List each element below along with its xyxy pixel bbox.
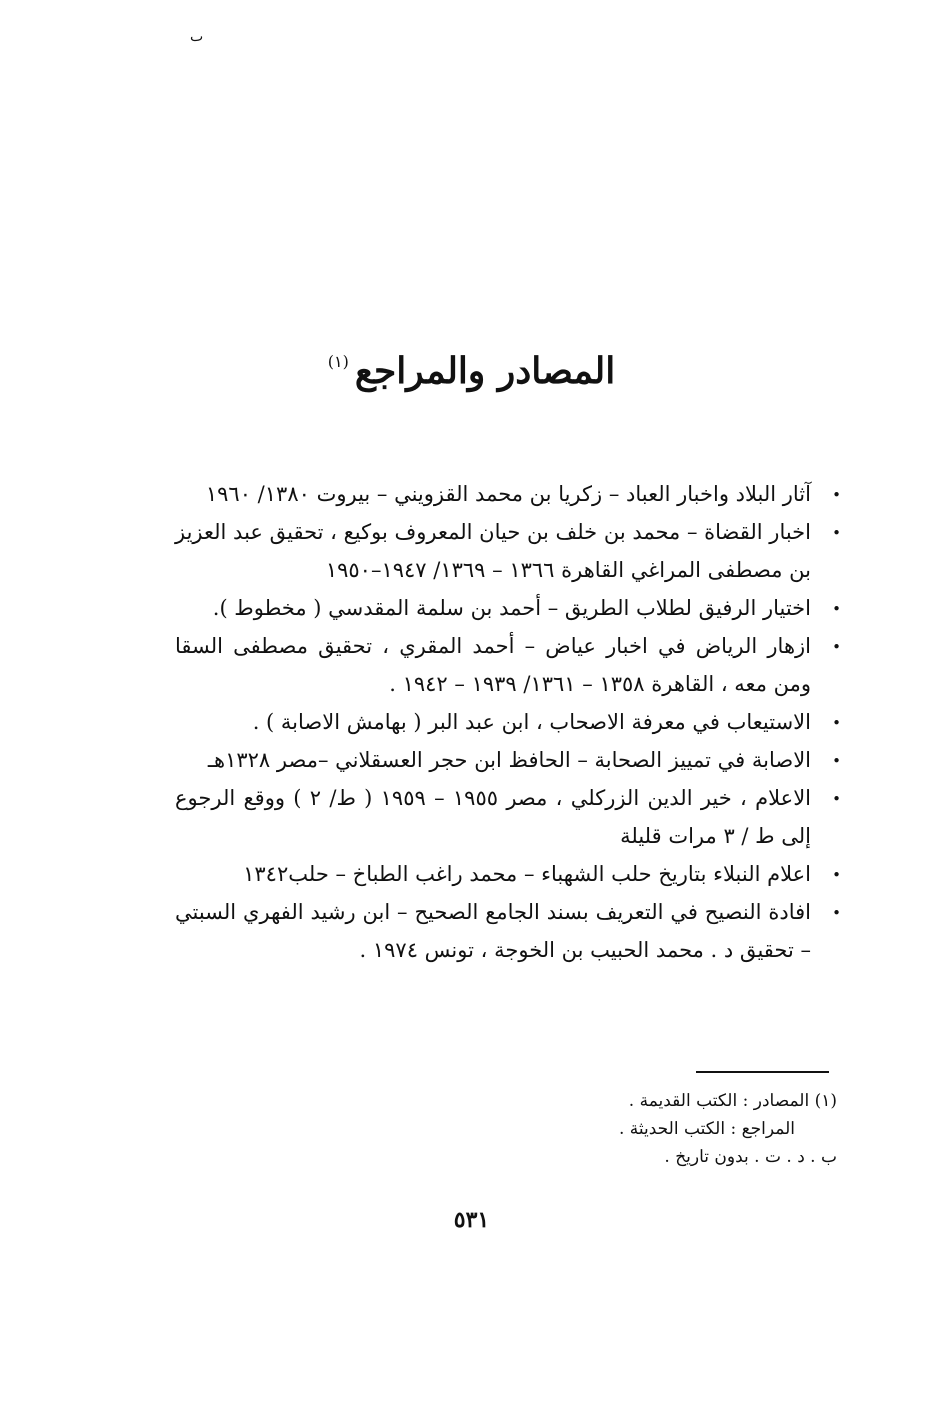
bullet-icon: • [832,752,841,770]
bullet-icon: • [832,600,841,618]
footnote-divider [696,1071,829,1073]
entry-text: اختيار الرفيق لطلاب الطريق – أحمد بن سلمة المقدسي ( مخطوط ). [212,596,811,620]
footnote-line: (١) المصادر : الكتب القديمة . [628,1091,837,1111]
bibliography-list [174,475,841,969]
bibliography-entry [175,855,841,893]
entry-text: افادة النصيح في التعريف بسند الجامع الصحيح – ابن رشيد الفهري السبتي – تحقيق د . محمد الحبيب بن الخوجة ، تونس ١٩٧٤ . [175,900,811,962]
bibliography-entry [175,589,841,627]
footnote-line: ب . د . ت . بدون تاريخ . [664,1147,837,1167]
footnote-line: المراجع : الكتب الحديثة . [618,1119,795,1139]
bibliography-entry [175,779,841,855]
bibliography-entry [175,741,841,779]
entry-text: آثار البلاد واخبار العباد – زكريا بن محمد القزويني – بيروت ١٣٨٠/ ١٩٦٠ [205,482,811,506]
bullet-icon: • [832,486,841,504]
bullet-icon: • [832,790,841,808]
entry-text: اعلام النبلاء بتاريخ حلب الشهباء – محمد راغب الطباخ – حلب١٣٤٢ [243,862,811,886]
bullet-icon: • [832,866,841,884]
title-footnote-marker: (١) [327,352,349,371]
entry-text: الاصابة في تمييز الصحابة – الحافظ ابن حجر العسقلاني –مصر ١٣٢٨هـ [207,748,811,772]
bullet-icon: • [832,524,841,542]
footnotes [437,1087,837,1171]
page-title [0,350,943,392]
bullet-icon: • [832,904,841,922]
corner-mark: ٮ [190,29,204,45]
entry-text: اخبار القضاة – محمد بن خلف بن حيان المعروف بوكيع ، تحقيق عبد العزيز بن مصطفى المراغي القاهرة ١٣٦٦ – ١٣٦٩/ ١٩٤٧–١٩٥٠ [174,520,811,582]
entry-text: الاستيعاب في معرفة الاصحاب ، ابن عبد البر ( بهامش الاصابة ) . [252,710,811,734]
entry-text: ازهار الرياض في اخبار عياض – أحمد المقري ، تحقيق مصطفى السقا ومن معه ، القاهرة ١٣٥٨ – ١٣٦١/ ١٩٣٩ – ١٩٤٢ . [175,634,811,696]
bibliography-entry [175,627,841,703]
bibliography-entry [175,475,841,513]
title-text: المصادر والمراجع [354,350,616,392]
bibliography-entry [174,513,841,589]
bullet-icon: • [832,714,841,732]
bibliography-entry [175,893,841,969]
bullet-icon: • [832,638,841,656]
bibliography-entry [175,703,841,741]
page-number: ٥٣١ [453,1207,490,1233]
entry-text: الاعلام ، خير الدين الزركلي ، مصر ١٩٥٥ – ١٩٥٩ ( ط/ ٢ ) ووقع الرجوع إلى ط / ٣ مرات قليلة [175,786,811,848]
